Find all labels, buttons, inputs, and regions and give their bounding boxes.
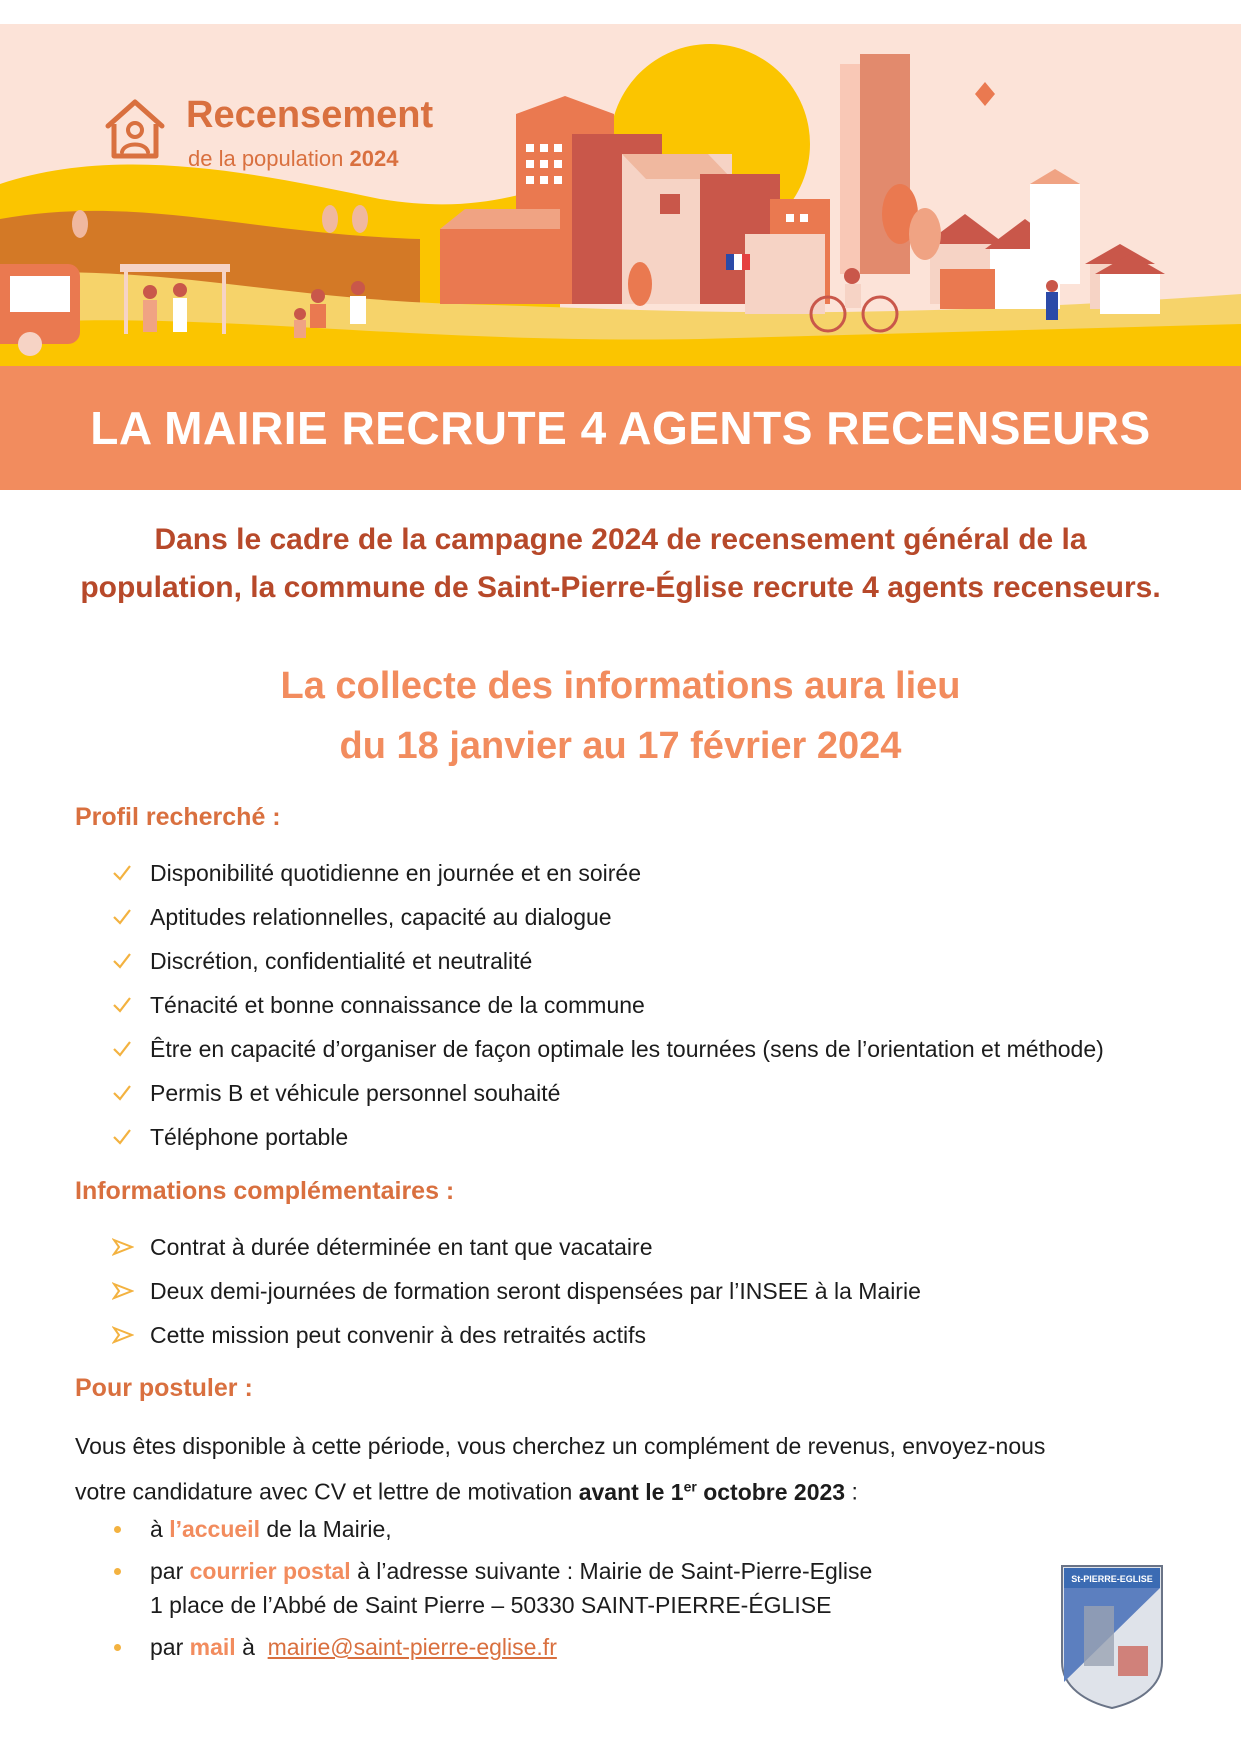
intro-line-1: Dans le cadre de la campagne 2024 de recensement général de la <box>154 523 1087 556</box>
check-icon <box>112 1076 140 1110</box>
option-highlight: mail <box>189 1634 236 1660</box>
list-item-text: Contrat à durée déterminée en tant que vacataire <box>150 1234 653 1260</box>
apply-option-courrier <box>112 1554 872 1622</box>
apply-options-list <box>112 1512 872 1672</box>
profile-list <box>112 856 1104 1164</box>
list-item-text: Téléphone portable <box>150 1124 349 1150</box>
logo-title: Recensement <box>186 94 434 136</box>
option-highlight: courrier postal <box>189 1558 351 1584</box>
apply-option-mail <box>112 1630 872 1664</box>
email-link[interactable]: mairie@saint-pierre-eglise.fr <box>267 1634 557 1660</box>
list-item <box>112 1032 1104 1076</box>
check-icon <box>112 988 140 1022</box>
list-item-text: Disponibilité quotidienne en journée et en soirée <box>150 860 642 886</box>
apply-line-2-text: votre candidature avec CV et lettre de motivation <box>75 1478 573 1505</box>
option-text: par <box>150 1558 184 1584</box>
apply-line-2 <box>75 1466 1175 1512</box>
profile-section-title: Profil recherché : <box>75 803 281 831</box>
intro-line-2: population, la commune de Saint-Pierre-Église recrute 4 agents recenseurs. <box>80 571 1161 604</box>
apply-option-accueil <box>112 1512 872 1546</box>
list-item-text: Cette mission peut convenir à des retraités actifs <box>150 1322 647 1348</box>
collection-dates <box>20 656 1221 776</box>
option-text: à <box>150 1516 163 1542</box>
logo-subtitle <box>188 146 398 172</box>
dot-bullet-icon <box>114 1568 121 1575</box>
list-item <box>112 944 1104 988</box>
list-item <box>112 1076 1104 1120</box>
apply-section-title: Pour postuler : <box>75 1374 253 1402</box>
list-item <box>112 1274 921 1318</box>
apply-line-1: Vous êtes disponible à cette période, vous cherchez un complément de revenus, envoyez-nous <box>75 1433 1046 1459</box>
apply-paragraph <box>75 1426 1175 1512</box>
list-item-text: Ténacité et bonne connaissance de la commune <box>150 992 645 1018</box>
dot-bullet-icon <box>114 1644 121 1651</box>
arrow-bullet-icon <box>112 1274 140 1308</box>
check-icon <box>112 1120 140 1154</box>
list-item <box>112 900 1104 944</box>
collection-line-1: La collecte des informations aura lieu <box>280 665 961 707</box>
info-section-title: Informations complémentaires : <box>75 1177 455 1205</box>
header-illustration <box>0 24 1241 366</box>
house-person-icon <box>104 94 166 166</box>
collection-line-2: du 18 janvier au 17 février 2024 <box>339 725 902 767</box>
list-item-text: Être en capacité d’organiser de façon optimale les tournées (sens de l’orientation et méthode) <box>150 1036 1104 1062</box>
option-text: de la Mairie, <box>266 1516 392 1542</box>
list-item-text: Permis B et véhicule personnel souhaité <box>150 1080 561 1106</box>
option-text: à <box>242 1634 255 1660</box>
option-text: à l’adresse suivante : Mairie de Saint-Pierre-Eglise <box>357 1558 873 1584</box>
list-item <box>112 988 1104 1032</box>
option-text: par <box>150 1634 184 1660</box>
arrow-bullet-icon <box>112 1230 140 1264</box>
arrow-bullet-icon <box>112 1318 140 1352</box>
deadline-sup: er <box>683 1478 697 1494</box>
check-icon <box>112 1032 140 1066</box>
town-illustration <box>0 24 1241 366</box>
intro-paragraph <box>20 516 1221 612</box>
deadline <box>579 1479 845 1505</box>
list-item <box>112 1318 921 1362</box>
list-item <box>112 1230 921 1274</box>
info-list <box>112 1230 921 1362</box>
deadline-suffix: octobre 2023 <box>703 1478 846 1505</box>
recruit-title: LA MAIRIE RECRUTE 4 AGENTS RECENSEURS <box>90 402 1151 454</box>
recruit-title-bar <box>0 366 1241 490</box>
list-item-text: Aptitudes relationnelles, capacité au dialogue <box>150 904 612 930</box>
logo-sub-year: 2024 <box>349 146 399 171</box>
apply-line-2-end: : <box>845 1478 858 1505</box>
deadline-prefix: avant le 1 <box>578 1478 684 1505</box>
check-icon <box>112 856 140 890</box>
postal-address: 1 place de l’Abbé de Saint Pierre – 50330 SAINT-PIERRE-ÉGLISE <box>150 1592 832 1618</box>
check-icon <box>112 944 140 978</box>
crest-label: St-PIERRE-EGLISE <box>1071 1574 1153 1584</box>
logo-sub-prefix: de la population <box>188 146 344 171</box>
list-item <box>112 856 1104 900</box>
list-item-text: Deux demi-journées de formation seront dispensées par l’INSEE à la Mairie <box>150 1278 921 1304</box>
list-item <box>112 1120 1104 1164</box>
check-icon <box>112 900 140 934</box>
option-highlight: l’accueil <box>169 1516 260 1542</box>
dot-bullet-icon <box>114 1526 121 1533</box>
list-item-text: Discrétion, confidentialité et neutralité <box>150 948 533 974</box>
town-crest <box>1058 1562 1166 1712</box>
